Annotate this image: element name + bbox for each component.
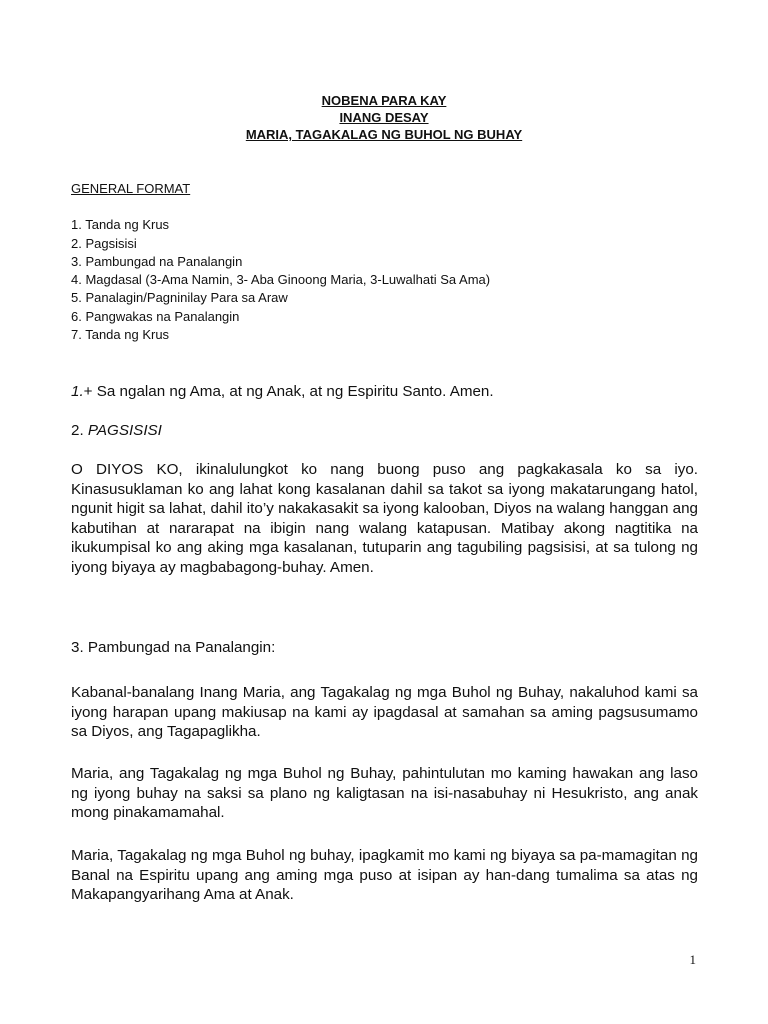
list-item: 5. Panalagin/Pagninilay Para sa Araw	[71, 290, 288, 306]
general-format-section	[71, 180, 490, 344]
document-title	[0, 92, 768, 143]
sign-of-cross-line	[71, 382, 698, 402]
section-3-heading: 3. Pambungad na Panalangin:	[71, 639, 276, 656]
list-item: 2. Pagsisisi	[71, 235, 137, 251]
general-format-heading: GENERAL FORMAT	[71, 181, 191, 196]
title-line-1: NOBENA PARA KAY	[321, 93, 447, 108]
section-2-title: PAGSISISI	[87, 422, 162, 439]
list-item: 1. Tanda ng Krus	[71, 217, 170, 233]
section-1-number: 1.	[71, 383, 84, 400]
title-line-2: INANG DESAY	[339, 110, 429, 125]
section-3-paragraph-2: Maria, ang Tagakalag ng mga Buhol ng Buhay, pahintulutan mo kaming hawakan ang laso ng iyong buhay na saksi sa plano ng kaligtasan na isi-nasabuhay ni Hesukristo, ang anak mong pinakamamahal.	[71, 765, 698, 821]
section-1-text: + Sa ngalan ng Ama, at ng Anak, at ng Espiritu Santo. Amen.	[83, 383, 494, 400]
section-2-heading	[71, 421, 698, 441]
list-item: 3. Pambungad na Panalangin	[71, 253, 243, 269]
section-2-number: 2.	[71, 422, 88, 439]
general-format-list	[71, 216, 490, 344]
list-item: 6. Pangwakas na Panalangin	[71, 308, 240, 324]
title-line-3: MARIA, TAGAKALAG NG BUHOL NG BUHAY	[245, 127, 523, 142]
section-3-paragraph-3: Maria, Tagakalag ng mga Buhol ng buhay, ipagkamit mo kami ng biyaya sa pa-mamagitan ng Banal na Espiritu upang ang aming mga puso at isipan ay han-dang tumalima sa atas ng Makapangyarihang Ama at Anak.	[71, 847, 698, 903]
list-item: 4. Magdasal (3-Ama Namin, 3- Aba Ginoong Maria, 3-Luwalhati Sa Ama)	[71, 272, 491, 288]
section-2-paragraph: O DIYOS KO, ikinalulungkot ko nang buong puso ang pagkakasala ko sa iyo. Kinasusuklaman ko ang lahat kong kasalanan dahil sa takot sa iyong makatarungang hatol, ngunit higit sa lahat, dahil ito’y nakakasakit sa iyong kalooban, Diyos na walang hanggan ang kabutihan at nararapat na ibigin nang walang katapusan. Matibay akong nagtitika na ikukumpisal ko ang aking mga kasalanan, tutuparin ang tagubiling pagsisisi, at sa tulong ng iyong biyaya ay magbabagong-buhay. Amen.	[71, 461, 698, 576]
section-3-paragraph-1: Kabanal-banalang Inang Maria, ang Tagakalag ng mga Buhol ng Buhay, nakaluhod kami sa iyong harapan upang makiusap na kami ay ipagdasal at samahan sa aming pagsusumamo sa Diyos, ang Tagapaglikha.	[71, 684, 698, 740]
page-number: 1	[689, 952, 696, 967]
list-item: 7. Tanda ng Krus	[71, 327, 170, 343]
